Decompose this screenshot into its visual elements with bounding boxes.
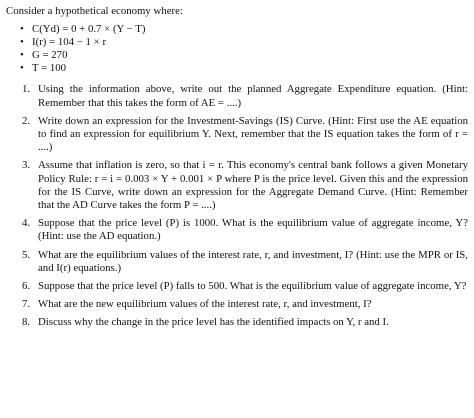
intro-text: Consider a hypothetical economy where: xyxy=(6,5,183,17)
question-3 xyxy=(6,159,468,212)
taxes: • T = 100 xyxy=(32,62,468,75)
question-number: 2. xyxy=(22,114,31,127)
question-7 xyxy=(6,298,468,311)
question-number: 5. xyxy=(22,248,31,261)
question-text: Assume that inflation is zero, so that i = r. This economy's central bank follows a given Monetary Policy Rule: r = i = 0.003 × Y + 0.001 × P where P is the price level. Given this and the expression for the IS Curve, write down an expression for the Aggregate Demand Curve. (Hint: Remember that the AD Curve takes the form P = ....) xyxy=(38,159,468,212)
question-text: What are the new equilibrium values of the interest rate, r, and investment, I? xyxy=(38,298,372,311)
question-text: Suppose that the price level (P) is 1000. What is the equilibrium value of aggregate income, Y? (Hint: use the AD equation.) xyxy=(38,217,468,243)
question-number: 7. xyxy=(22,298,31,311)
question-text: What are the equilibrium values of the interest rate, r, and investment, I? (Hint: use the MPR or IS, and I(r) equations.) xyxy=(38,248,468,274)
question-1 xyxy=(6,83,468,109)
question-2 xyxy=(6,115,468,155)
investment-function: • I(r) = 104 − 1 × r xyxy=(32,36,468,49)
economy-definitions-list xyxy=(6,23,468,74)
question-text: Write down an expression for the Investment-Savings (IS) Curve. (Hint: First use the AE equation to find an expression for equilibrium Y. Next, remember that the IS equation takes the form of r = ....) xyxy=(38,114,468,154)
question-number: 4. xyxy=(22,217,31,230)
question-number: 3. xyxy=(22,159,31,172)
questions-list xyxy=(6,83,468,329)
question-5 xyxy=(6,249,468,275)
question-number: 6. xyxy=(22,280,31,293)
question-4 xyxy=(6,217,468,243)
question-text: Using the information above, write out the planned Aggregate Expenditure equation. (Hint: Remember that this takes the form of AE = ....) xyxy=(38,83,468,109)
government-spending: • G = 270 xyxy=(32,49,468,62)
question-6 xyxy=(6,280,468,293)
question-number: 1. xyxy=(22,83,31,96)
question-8 xyxy=(6,316,468,329)
consumption-function: • C(Yd) = 0 + 0.7 × (Y − T) xyxy=(32,23,468,36)
question-text: Suppose that the price level (P) falls to 500. What is the equilibrium value of aggregate income, Y? xyxy=(38,280,467,293)
question-text: Discuss why the change in the price level has the identified impacts on Y, r and I. xyxy=(38,316,389,329)
question-number: 8. xyxy=(22,316,31,329)
